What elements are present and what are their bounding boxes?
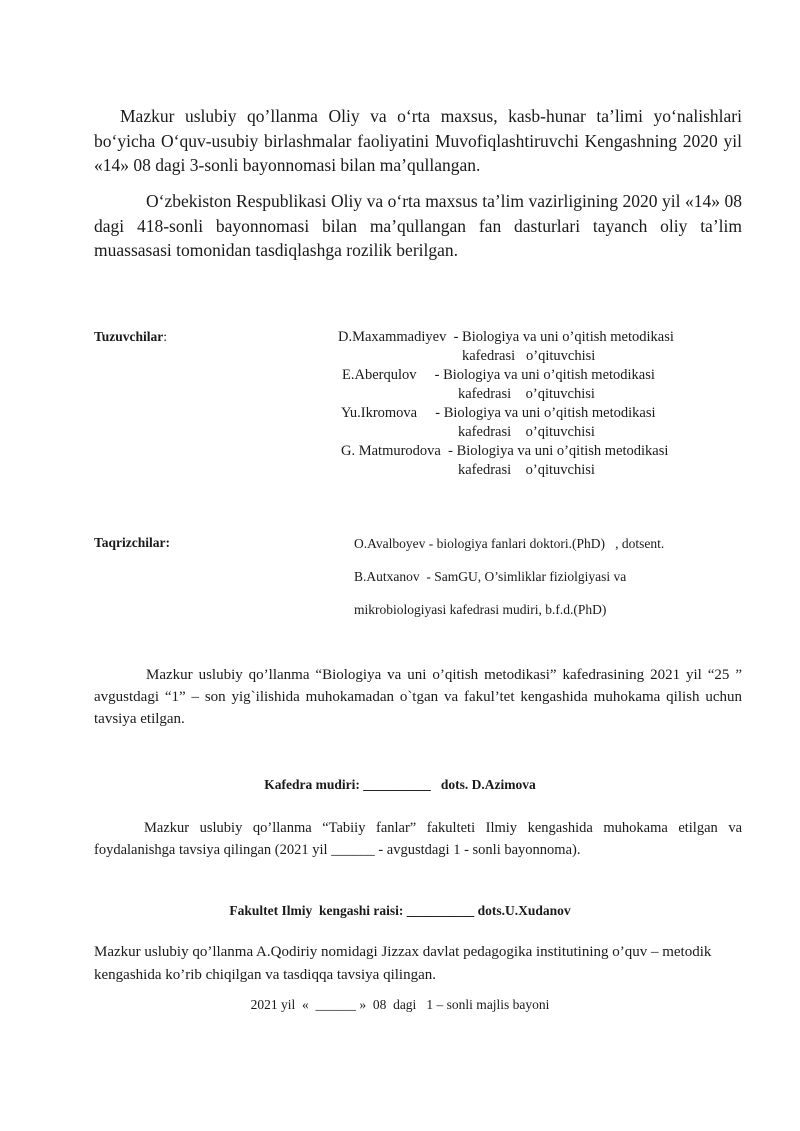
department-head-signature: Kafedra mudiri: __________ dots. D.Azimova — [264, 777, 536, 792]
compiler-name-line: Yu.Ikromova - Biologiya va uni o’qitish metodikasi — [341, 405, 656, 421]
compilers-label: Tuzuvchilar: — [94, 329, 168, 344]
compiler-position-line: kafedrasi o’qituvchisi — [458, 462, 595, 478]
compiler-name-line: E.Aberqulov - Biologiya va uni o’qitish metodikasi — [342, 367, 655, 383]
institute-paragraph: Mazkur uslubiy qo’llanma A.Qodiriy nomidagi Jizzax davlat pedagogika institutining o’quv – metodik kengashida ko’rib chiqilgan va tasdiqqa tavsiya qilingan. — [94, 944, 712, 983]
compiler-position-line: kafedrasi o’qituvchisi — [458, 386, 595, 402]
compiler-name-line: D.Maxammadiyev - Biologiya va uni o’qitish metodikasi — [338, 329, 674, 345]
compilers-list — [338, 328, 674, 480]
minutes-line: 2021 yil « ______ » 08 dagi 1 – sonli majlis bayoni — [250, 997, 550, 1012]
compiler-name-line: G. Matmurodova - Biologiya va uni o’qitish metodikasi — [341, 443, 669, 459]
compiler-entry — [338, 442, 674, 480]
department-paragraph: Mazkur uslubiy qo’llanma “Biologiya va uni o’qitish metodikasi” kafedrasining 2021 yil “25 ” avgustdagi “1” – son yig`ilishida muhokamadan o`tgan va fakul’tet kengashida muhokama qilish uchun tavsiya etilgan. — [94, 667, 742, 727]
reviewer-line: B.Autxanov - SamGU, O’simliklar fiziolgiyasi va — [354, 569, 627, 584]
faculty-chair-signature: Fakultet Ilmiy kengashi raisi: __________ dots.U.Xudanov — [229, 903, 571, 918]
approval-paragraph-2: O‘zbekiston Respublikasi Oliy va o‘rta maxsus ta’lim vazirligining 2020 yil «14» 08 dagi 418-sonli bayonnomasi bilan ma’qullangan fan dasturlari tayanch oliy ta’lim muassasasi tomonidan tasdiqlashga rozilik berilgan. — [94, 191, 742, 260]
faculty-paragraph: Mazkur uslubiy qo’llanma “Tabiiy fanlar” fakulteti Ilmiy kengashida muhokama etilgan va foydalanishga tavsiya qilingan (2021 yil ______ - avgustdagi 1 - sonli bayonnoma). — [94, 820, 742, 858]
reviewer-line: mikrobiologiyasi kafedrasi mudiri, b.f.d.(PhD) — [354, 602, 607, 617]
approval-paragraph-1: Mazkur uslubiy qo’llanma Oliy va o‘rta maxsus, kasb-hunar ta’limi yo‘nalishlari bo‘yicha O‘quv-usubiy birlashmalar faoliyatini Muvofiqlashtiruvchi Kengashning 2020 yil «14» 08 dagi 3-sonli bayonnomasi bilan ma’qullangan. — [94, 106, 742, 175]
compiler-position-line: kafedrasi o’qituvchisi — [458, 424, 595, 440]
reviewers-list — [354, 534, 664, 619]
compiler-position-line: kafedrasi o’qituvchisi — [462, 348, 596, 364]
compiler-entry — [338, 404, 674, 442]
compiler-entry — [338, 366, 674, 404]
compiler-entry — [338, 328, 674, 366]
reviewer-line: O.Avalboyev - biologiya fanlari doktori.(PhD) , dotsent. — [354, 536, 665, 551]
reviewers-label: Taqrizchilar: — [94, 535, 170, 550]
